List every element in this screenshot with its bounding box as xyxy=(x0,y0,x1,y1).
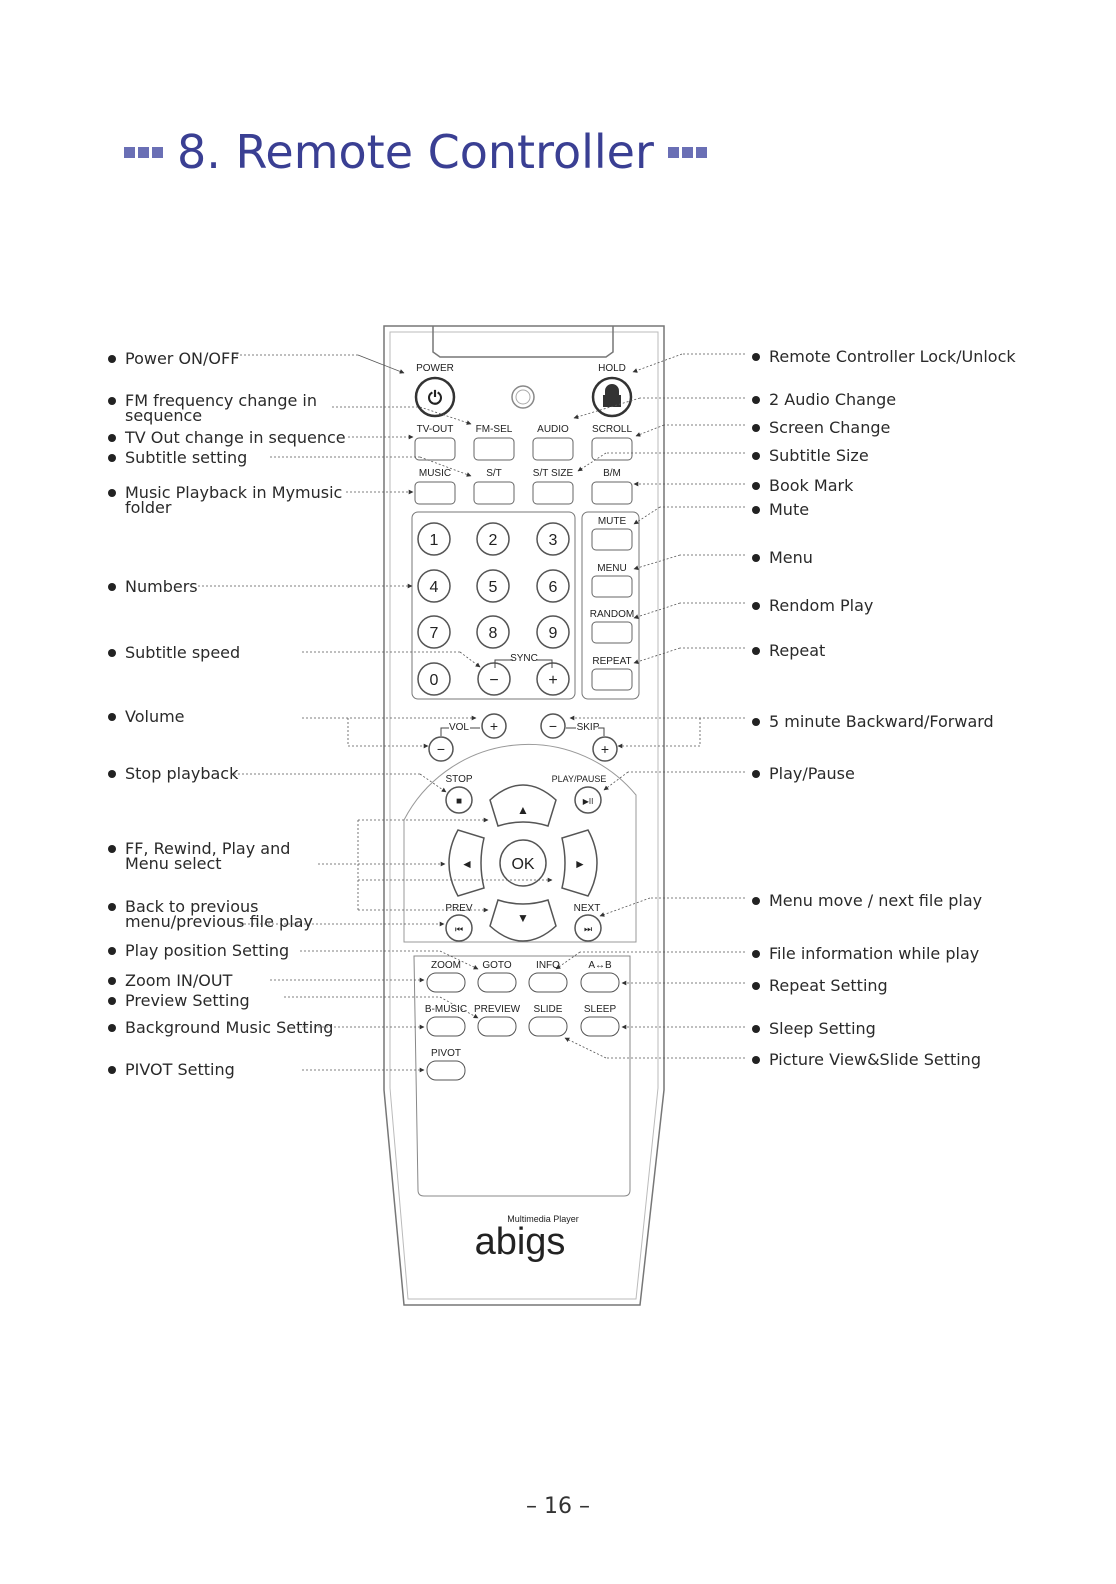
brand-logo: abigs xyxy=(474,1221,566,1263)
label-mute: Mute xyxy=(769,502,809,517)
label-subtitle-size: Subtitle Size xyxy=(769,448,869,463)
power-icon: ⏻ xyxy=(427,388,443,408)
digit-1-label: 1 xyxy=(429,532,439,549)
ab-key-label: A↔B xyxy=(588,960,612,971)
sync-key-label: SYNC xyxy=(510,653,538,664)
music-button[interactable] xyxy=(415,482,455,504)
digit-4-label: 4 xyxy=(429,579,439,596)
preview-button[interactable] xyxy=(478,1017,516,1036)
label-subtitle-setting: Subtitle setting xyxy=(125,450,247,465)
lock-icon xyxy=(604,385,620,406)
title-text: 8. Remote Controller xyxy=(177,125,654,179)
audio-button[interactable] xyxy=(533,438,573,460)
mute-key-label: MUTE xyxy=(597,516,627,527)
power-key-label: POWER xyxy=(416,363,454,374)
label-book-mark: Book Mark xyxy=(769,478,853,493)
next-icon: ⏭ xyxy=(583,924,593,934)
bmusic-key-label: B-MUSIC xyxy=(424,1004,468,1015)
info-button[interactable] xyxy=(529,973,567,992)
audio-key-label: AUDIO xyxy=(537,424,569,435)
digit-3-label: 3 xyxy=(548,532,558,549)
info-key-label: INFO xyxy=(536,960,560,971)
label-back-previous: Back to previous menu/previous file play xyxy=(125,899,313,929)
label-menu-move: Menu move / next file play xyxy=(769,893,982,908)
label-audio-change: 2 Audio Change xyxy=(769,392,896,407)
stsize-button[interactable] xyxy=(533,482,573,504)
bm-button[interactable] xyxy=(592,482,632,504)
page-number: – 16 – xyxy=(526,1494,590,1519)
digit-7-label: 7 xyxy=(429,625,439,642)
label-menu: Menu xyxy=(769,550,813,565)
ab-button[interactable] xyxy=(581,973,619,992)
label-subtitle-speed: Subtitle speed xyxy=(125,645,240,660)
label-music-playback: Music Playback in Mymusic folder xyxy=(125,485,342,515)
right-arrow-icon: ► xyxy=(574,857,586,871)
fmsel-key-label: FM-SEL xyxy=(475,424,513,435)
digit-2-label: 2 xyxy=(488,532,498,549)
tvout-key-label: TV-OUT xyxy=(416,424,454,435)
scroll-button[interactable] xyxy=(592,438,632,460)
label-file-information: File information while play xyxy=(769,946,979,961)
vol-up-sign: + xyxy=(489,718,499,734)
st-button[interactable] xyxy=(474,482,514,504)
goto-button[interactable] xyxy=(478,973,516,992)
slide-button[interactable] xyxy=(529,1017,567,1036)
label-play-position: Play position Setting xyxy=(125,943,289,958)
goto-key-label: GOTO xyxy=(482,960,512,971)
playpause-icon: ▶II xyxy=(582,797,594,806)
skip-key-label: SKIP xyxy=(576,722,600,733)
playpause-key-label: PLAY/PAUSE xyxy=(551,774,607,784)
label-fm-frequency: FM frequency change in sequence xyxy=(125,393,317,423)
sync-plus-sign: + xyxy=(548,672,558,689)
stop-key-label: STOP xyxy=(445,774,473,785)
stop-icon: ■ xyxy=(455,796,463,807)
label-ff-rewind: FF, Rewind, Play and Menu select xyxy=(125,841,290,871)
label-background-music: Background Music Setting xyxy=(125,1020,333,1035)
skip-forward-sign: + xyxy=(600,741,610,757)
label-stop-playback: Stop playback xyxy=(125,766,238,781)
digit-8-label: 8 xyxy=(488,625,498,642)
sync-minus-sign: − xyxy=(489,672,499,689)
bmusic-button[interactable] xyxy=(427,1017,465,1036)
stsize-key-label: S/T SIZE xyxy=(532,468,574,479)
digit-5-label: 5 xyxy=(488,579,498,596)
vol-down-sign: − xyxy=(436,741,446,757)
zoom-key-label: ZOOM xyxy=(431,960,461,971)
scroll-key-label: SCROLL xyxy=(591,424,633,435)
label-random-play: Rendom Play xyxy=(769,598,873,613)
zoom-button[interactable] xyxy=(427,973,465,992)
prev-key-label: PREV xyxy=(445,903,473,914)
label-picture-view: Picture View&Slide Setting xyxy=(769,1052,981,1067)
pivot-key-label: PIVOT xyxy=(430,1048,462,1059)
label-repeat-setting: Repeat Setting xyxy=(769,978,888,993)
random-button[interactable] xyxy=(592,622,632,643)
digit-0-label: 0 xyxy=(429,672,439,689)
down-arrow-icon: ▼ xyxy=(517,911,529,925)
label-pivot: PIVOT Setting xyxy=(125,1062,235,1077)
next-key-label: NEXT xyxy=(573,903,601,914)
sleep-key-label: SLEEP xyxy=(583,1004,617,1015)
left-arrow-icon: ◄ xyxy=(461,857,473,871)
st-key-label: S/T xyxy=(486,468,502,479)
label-sleep-setting: Sleep Setting xyxy=(769,1021,876,1036)
digit-6-label: 6 xyxy=(548,579,558,596)
sleep-button[interactable] xyxy=(581,1017,619,1036)
mute-button[interactable] xyxy=(592,529,632,550)
label-power: Power ON/OFF xyxy=(125,351,239,366)
label-preview: Preview Setting xyxy=(125,993,250,1008)
digit-9-label: 9 xyxy=(548,625,558,642)
label-5-minute-skip: 5 minute Backward/Forward xyxy=(769,714,994,729)
menu-key-label: MENU xyxy=(597,563,627,574)
label-lock-unlock: Remote Controller Lock/Unlock xyxy=(769,349,1016,364)
repeat-button[interactable] xyxy=(592,669,632,690)
brand-tagline: Multimedia Player xyxy=(507,1214,579,1224)
hold-key-label: HOLD xyxy=(598,363,626,374)
random-key-label: RANDOM xyxy=(589,609,635,620)
skip-back-sign: − xyxy=(548,718,558,734)
bm-key-label: B/M xyxy=(603,468,621,479)
tvout-button[interactable] xyxy=(415,438,455,460)
slide-key-label: SLIDE xyxy=(533,1004,563,1015)
label-screen-change: Screen Change xyxy=(769,420,890,435)
label-repeat: Repeat xyxy=(769,643,825,658)
up-arrow-icon: ▲ xyxy=(517,803,529,817)
label-zoom: Zoom IN/OUT xyxy=(125,973,232,988)
ok-key-label: OK xyxy=(511,856,535,873)
repeat-key-label: REPEAT xyxy=(592,656,632,667)
label-numbers: Numbers xyxy=(125,579,198,594)
label-volume: Volume xyxy=(125,709,185,724)
fmsel-button[interactable] xyxy=(474,438,514,460)
prev-icon: ⏮ xyxy=(454,924,464,934)
pivot-button[interactable] xyxy=(427,1061,465,1080)
vol-key-label: VOL xyxy=(448,722,470,733)
music-key-label: MUSIC xyxy=(418,468,452,479)
menu-button[interactable] xyxy=(592,576,632,597)
preview-key-label: PREVIEW xyxy=(473,1004,521,1015)
label-play-pause: Play/Pause xyxy=(769,766,855,781)
label-tv-out: TV Out change in sequence xyxy=(125,430,346,445)
